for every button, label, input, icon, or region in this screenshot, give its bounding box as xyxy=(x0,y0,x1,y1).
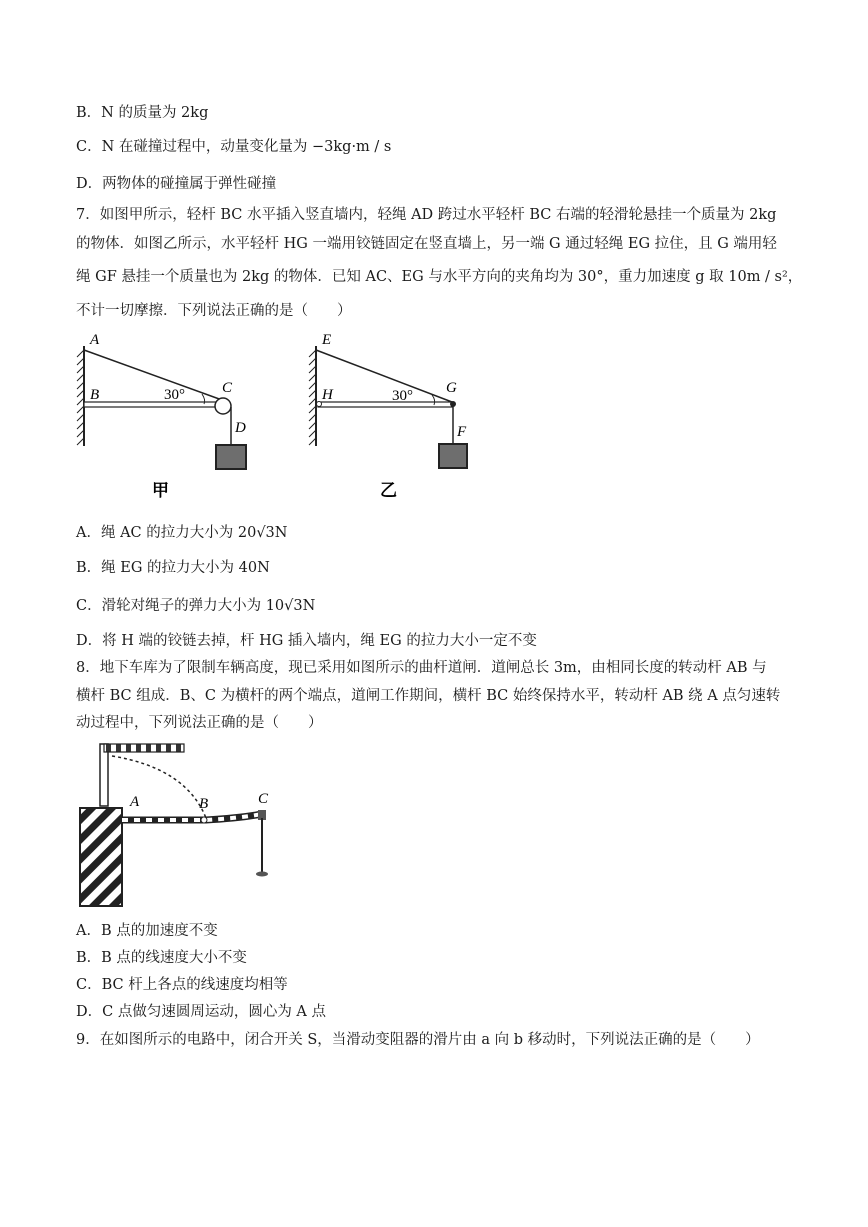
q8-stem-line3: 动过程中，下列说法正确的是（ ） xyxy=(76,715,323,731)
q7-figure-yi xyxy=(304,328,504,508)
q6-option-c: C．N 在碰撞过程中，动量变化量为 −3kg·m / s xyxy=(76,139,392,155)
q6-option-b: B．N 的质量为 2kg xyxy=(76,105,209,121)
caption-jia: 甲 xyxy=(152,481,169,500)
q7-stem-line1: 7．如图甲所示，轻杆 BC 水平插入竖直墙内，轻绳 AD 跨过水平轻杆 BC 右端的轻滑轮悬挂一个质量为 2kg xyxy=(76,207,777,223)
label-d: D xyxy=(235,420,246,436)
q8-figure-gate xyxy=(76,740,296,912)
q8-option-a: A．B 点的加速度不变 xyxy=(76,923,218,939)
caption-yi: 乙 xyxy=(380,481,397,500)
q7-figure-jia xyxy=(72,328,272,508)
label-c: C xyxy=(222,380,233,396)
q7-stem-line3: 绳 GF 悬挂一个质量也为 2kg 的物体．已知 AC、EG 与水平方向的夹角均为 30°，重力加速度 g 取 10m / s²， xyxy=(76,269,803,285)
q6-option-d: D．两物体的碰撞属于弹性碰撞 xyxy=(76,176,277,192)
label-b: B xyxy=(90,387,100,403)
angle-label: 30° xyxy=(392,388,413,404)
q9-stem-line1: 9．在如图所示的电路中，闭合开关 S，当滑动变阻器的滑片由 a 向 b 移动时，下列说法正确的是（ ） xyxy=(76,1032,760,1048)
q8-stem-line1: 8．地下车库为了限制车辆高度，现已采用如图所示的曲杆道闸．道闸总长 3m，由相同长度的转动杆 AB 与 xyxy=(76,660,767,676)
label-b: B xyxy=(199,796,209,812)
label-c: C xyxy=(258,791,269,807)
q8-option-c: C．BC 杆上各点的线速度均相等 xyxy=(76,977,288,993)
label-h: H xyxy=(322,387,333,403)
q7-option-a: A．绳 AC 的拉力大小为 20√3N xyxy=(76,525,288,541)
q7-option-b: B．绳 EG 的拉力大小为 40N xyxy=(76,560,270,576)
q7-stem-line2: 的物体．如图乙所示，水平轻杆 HG 一端用铰链固定在竖直墙上，另一端 G 通过轻绳 EG 拉住，且 G 端用轻 xyxy=(76,236,777,252)
q8-stem-line2: 横杆 BC 组成．B、C 为横杆的两个端点，道闸工作期间，横杆 BC 始终保持水平，转动杆 AB 绕 A 点匀速转 xyxy=(76,688,781,704)
q8-option-d: D．C 点做匀速圆周运动，圆心为 A 点 xyxy=(76,1004,327,1020)
q7-stem-line4: 不计一切摩擦．下列说法正确的是（ ） xyxy=(76,303,352,319)
label-g: G xyxy=(446,380,457,396)
q7-option-d: D．将 H 端的铰链去掉，杆 HG 插入墙内，绳 EG 的拉力大小一定不变 xyxy=(76,633,537,649)
label-a: A xyxy=(130,794,140,810)
q8-option-b: B．B 点的线速度大小不变 xyxy=(76,950,247,966)
q7-option-c: C．滑轮对绳子的弹力大小为 10√3N xyxy=(76,598,316,614)
angle-label: 30° xyxy=(164,387,185,403)
label-e: E xyxy=(322,332,332,348)
label-a: A xyxy=(90,332,100,348)
label-f: F xyxy=(457,424,467,440)
